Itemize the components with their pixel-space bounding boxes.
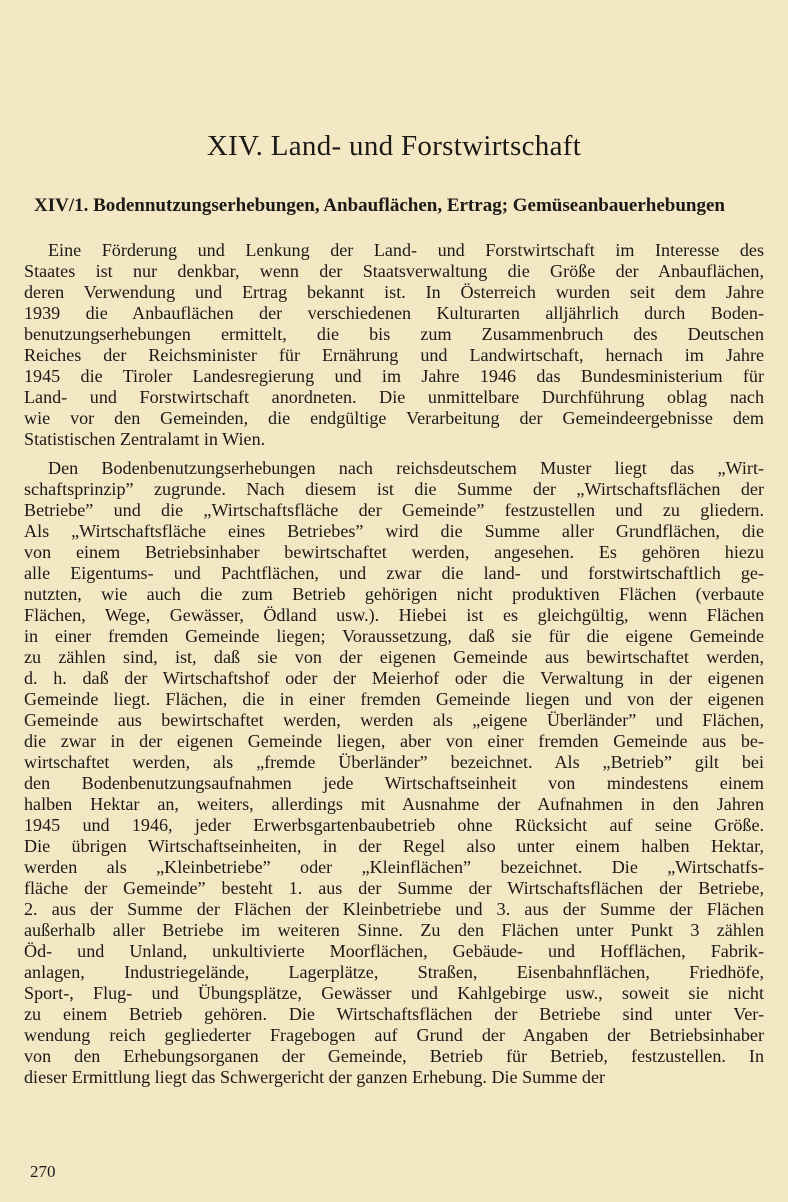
body-text [24, 240, 764, 1088]
text-line: Öd- und Unland, unkultivierte Moorflächen, Gebäude- und Hofflächen, Fabrik- [24, 941, 764, 961]
text-line: Betriebe” und die „Wirtschaftsfläche der Gemeinde” festzustellen und zu gliedern. [24, 500, 764, 520]
text-line: benutzungserhebungen ermittelt, die bis zum Zusammenbruch des Deutschen [24, 324, 764, 344]
text-line: außerhalb aller Betriebe im weiteren Sinne. Zu den Flächen unter Punkt 3 zählen [24, 920, 764, 940]
text-line: d. h. daß der Wirtschaftshof oder der Meierhof oder die Verwaltung in der eigenen [24, 668, 764, 688]
text-line: deren Verwendung und Ertrag bekannt ist. In Österreich wurden seit dem Jahre [24, 282, 764, 302]
text-line: Eine Förderung und Lenkung der Land- und Forstwirtschaft im Interesse des [48, 240, 764, 260]
text-line: Die übrigen Wirtschaftseinheiten, in der Regel also unter einem halben Hektar, [24, 836, 764, 856]
text-line: in einer fremden Gemeinde liegen; Voraussetzung, daß sie für die eigene Gemeinde [24, 626, 764, 646]
text-line: von einem Betriebsinhaber bewirtschaftet werden, angesehen. Es gehören hiezu [24, 542, 764, 562]
text-line: Statistischen Zentralamt in Wien. [24, 429, 266, 449]
text-line: wie vor den Gemeinden, die endgültige Verarbeitung der Gemeindeergebnisse dem [24, 408, 764, 428]
paragraph-2 [24, 458, 764, 1088]
text-line: Als „Wirtschaftsfläche eines Betriebes” wird die Summe aller Grundflächen, die [24, 521, 764, 541]
text-line: Flächen, Wege, Gewässer, Ödland usw.). Hiebei ist es gleichgültig, wenn Flächen [24, 605, 764, 625]
text-line: 2. aus der Summe der Flächen der Kleinbetriebe und 3. aus der Summe der Flächen [24, 899, 764, 919]
text-line: nutzten, wie auch die zum Betrieb gehörigen nicht produktiven Flächen (verbaute [24, 584, 764, 604]
text-line: alle Eigentums- und Pachtflächen, und zwar die land- und forstwirtschaftlich ge- [24, 563, 764, 583]
text-line: werden als „Kleinbetriebe” oder „Kleinflächen” bezeichnet. Die „Wirtschatfs- [24, 857, 764, 877]
text-line: Sport-, Flug- und Übungsplätze, Gewässer und Kahlgebirge usw., soweit sie nicht [24, 983, 764, 1003]
text-line: die zwar in der eigenen Gemeinde liegen, aber von einer fremden Gemeinde aus be- [24, 731, 764, 751]
section-title: XIV/1. Bodennutzungserhebungen, Anbauflächen, Ertrag; Gemüseanbauerhebungen [34, 195, 725, 216]
text-line: 1939 die Anbauflächen der verschiedenen Kulturarten alljährlich durch Boden- [24, 303, 764, 323]
text-line: zu zählen sind, ist, daß sie von der eigenen Gemeinde aus bewirtschaftet werden, [24, 647, 764, 667]
text-line: Gemeinde aus bewirtschaftet werden, werden als „eigene Überländer” und Flächen, [24, 710, 764, 730]
text-line: fläche der Gemeinde” besteht 1. aus der Summe der Wirtschaftsflächen der Betriebe, [24, 878, 764, 898]
text-line: anlagen, Industriegelände, Lagerplätze, Straßen, Eisenbahnflächen, Friedhöfe, [24, 962, 764, 982]
text-line: Staates ist nur denkbar, wenn der Staatsverwaltung die Größe der Anbauflächen, [24, 261, 764, 281]
text-line: von den Erhebungsorganen der Gemeinde, Betrieb für Betrieb, festzustellen. In [24, 1046, 764, 1066]
text-line: 1945 die Tiroler Landesregierung und im Jahre 1946 das Bundesministerium für [24, 366, 764, 386]
text-line: Gemeinde liegt. Flächen, die in einer fremden Gemeinde liegen und von der eigenen [24, 689, 764, 709]
text-line: halben Hektar an, weiters, allerdings mit Ausnahme der Aufnahmen in den Jahren [24, 794, 764, 814]
paragraph-1 [24, 240, 764, 450]
text-line: schaftsprinzip” zugrunde. Nach diesem ist die Summe der „Wirtschaftsflächen der [24, 479, 764, 499]
text-line: Reiches der Reichsminister für Ernährung und Landwirtschaft, hernach im Jahre [24, 345, 764, 365]
text-line: 1945 und 1946, jeder Erwerbsgartenbaubetrieb ohne Rücksicht auf seine Größe. [24, 815, 764, 835]
text-line: den Bodenbenutzungsaufnahmen jede Wirtschaftseinheit von mindestens einem [24, 773, 764, 793]
text-line: Den Bodenbenutzungserhebungen nach reichsdeutschem Muster liegt das „Wirt- [48, 458, 764, 478]
text-line: wirtschaftet werden, als „fremde Überländer” bezeichnet. Als „Betrieb” gilt bei [24, 752, 764, 772]
page-number: 270 [30, 1162, 56, 1181]
text-line: zu einem Betrieb gehören. Die Wirtschaftsflächen der Betriebe sind unter Ver- [24, 1004, 764, 1024]
text-line: wendung reich gegliederter Fragebogen auf Grund der Angaben der Betriebsinhaber [24, 1025, 764, 1045]
text-line: Land- und Forstwirtschaft anordneten. Die unmittelbare Durchführung oblag nach [24, 387, 764, 407]
text-line: dieser Ermittlung liegt das Schwergericht der ganzen Erhebung. Die Summe der [24, 1067, 606, 1087]
chapter-title: XIV. Land- und Forstwirtschaft [206, 130, 582, 162]
